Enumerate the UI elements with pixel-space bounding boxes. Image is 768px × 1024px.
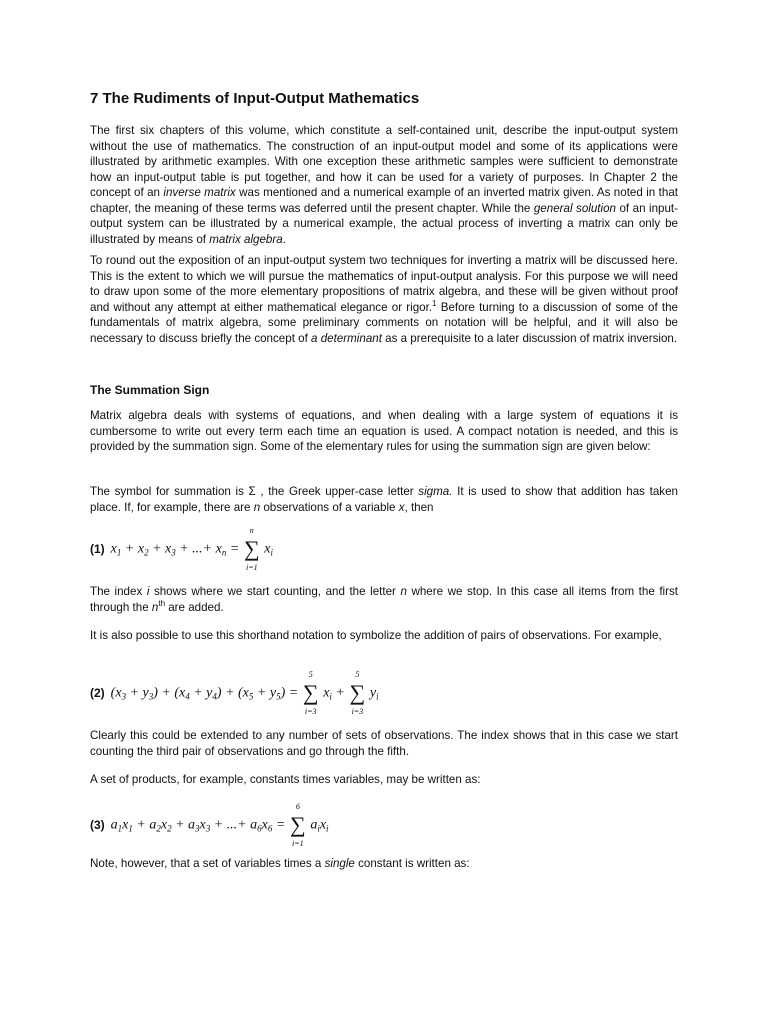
paragraph-single-constant: Note, however, that a set of variables times a single constant is written as:	[90, 857, 470, 870]
summation-operator: 5 ∑ i=3	[302, 670, 319, 716]
equation-3: (3) $a_1x_1 + a_2x_2 + a_3x_3$ + ...+ $a_6x_6$ = 6 ∑ i=1 $a_ix_i$	[90, 802, 329, 848]
paragraph-intro: The first six chapters of this volume, which constitute a self-contained unit, describe the input-output system without the use of mathematics. The construction of an input-output model and some of its applications were illustrated by arithmetic examples. With one exception these arithmetic samples were sufficient to demonstrate how an input-output table is put together, and how it can be used for a variety of purposes. In Chapter 2 the concept of an inverse matrix was mentioned and a numerical example of an inverted matrix given. As noted in that chapter, the meaning of these terms was deferred until the present chapter. While the general solution of an input-output system can be illustrated by a numerical example, the actual process of inverting a matrix can only be illustrated by means of matrix algebra.	[90, 124, 679, 246]
paragraph-extension: Clearly this could be extended to any number of sets of observations. The index shows that in this case we start counting the third pair of observations and go through the fifth.	[90, 729, 678, 758]
paragraph-products: A set of products, for example, constants times variables, may be written as:	[90, 773, 481, 786]
paragraph-exposition: To round out the exposition of an input-output system two techniques for inverting a matrix will be discussed here. This is the extent to which we will pursue the mathematics of input-output analysis. For this purpose we will need to draw upon some of the more elementary propositions of matrix algebra, and these will be given without proof and without any attempt at either mathematical elegance or rigor.$^1$ Before turning to a discussion of some of the fundamentals of matrix algebra, some preliminary comments on notation will be helpful, and it will also be necessary to discuss briefly the concept of a determinant as a prerequisite to a later discussion of matrix inversion.	[90, 254, 679, 345]
equation-number: (1)	[90, 541, 105, 556]
paragraph-summation-symbol: The symbol for summation is Σ , the Greek upper-case letter sigma. It is used to show that addition has taken place. If, for example, there are n observations of a variable x, then	[90, 485, 678, 514]
summation-operator: 5 ∑ i=3	[349, 670, 366, 716]
paragraph-pairs: It is also possible to use this shorthand notation to symbolize the addition of pairs of observations. For example,	[90, 629, 662, 642]
section-heading: The Summation Sign	[90, 383, 210, 397]
equation-2: (2) $(x_3 + y_3) + (x_4 + y_4) + (x_5 + y_5)$ = 5 ∑ i=3 $x_i$ + 5 ∑ i=3 $y_i$	[90, 670, 379, 716]
paragraph-matrix-algebra: Matrix algebra deals with systems of equations, and when dealing with a large system of equations it is cumbersome to write out every term each time an equation is used. A compact notation is needed, and this is provided by the summation sign. Some of the elementary rules for using the summation sign are given below:	[90, 409, 678, 453]
summation-operator: 6 ∑ i=1	[289, 802, 306, 848]
chapter-title: 7 The Rudiments of Input-Output Mathematics	[90, 90, 420, 107]
footnote-marker: 1	[432, 298, 437, 308]
equation-number: (2)	[90, 685, 105, 700]
paragraph-index: The index i shows where we start counting, and the letter n where we stop. In this case all items from the first through the $n^{th}$ are added.	[90, 585, 679, 614]
sigma-symbol: Σ	[248, 485, 256, 498]
equation-number: (3)	[90, 817, 105, 832]
summation-operator: n ∑ i=1	[243, 526, 260, 572]
equation-1: (1) $x_1 + x_2 + x_3$ + ...+ $x_n$ = n ∑ i=1 $x_i$	[90, 526, 274, 572]
